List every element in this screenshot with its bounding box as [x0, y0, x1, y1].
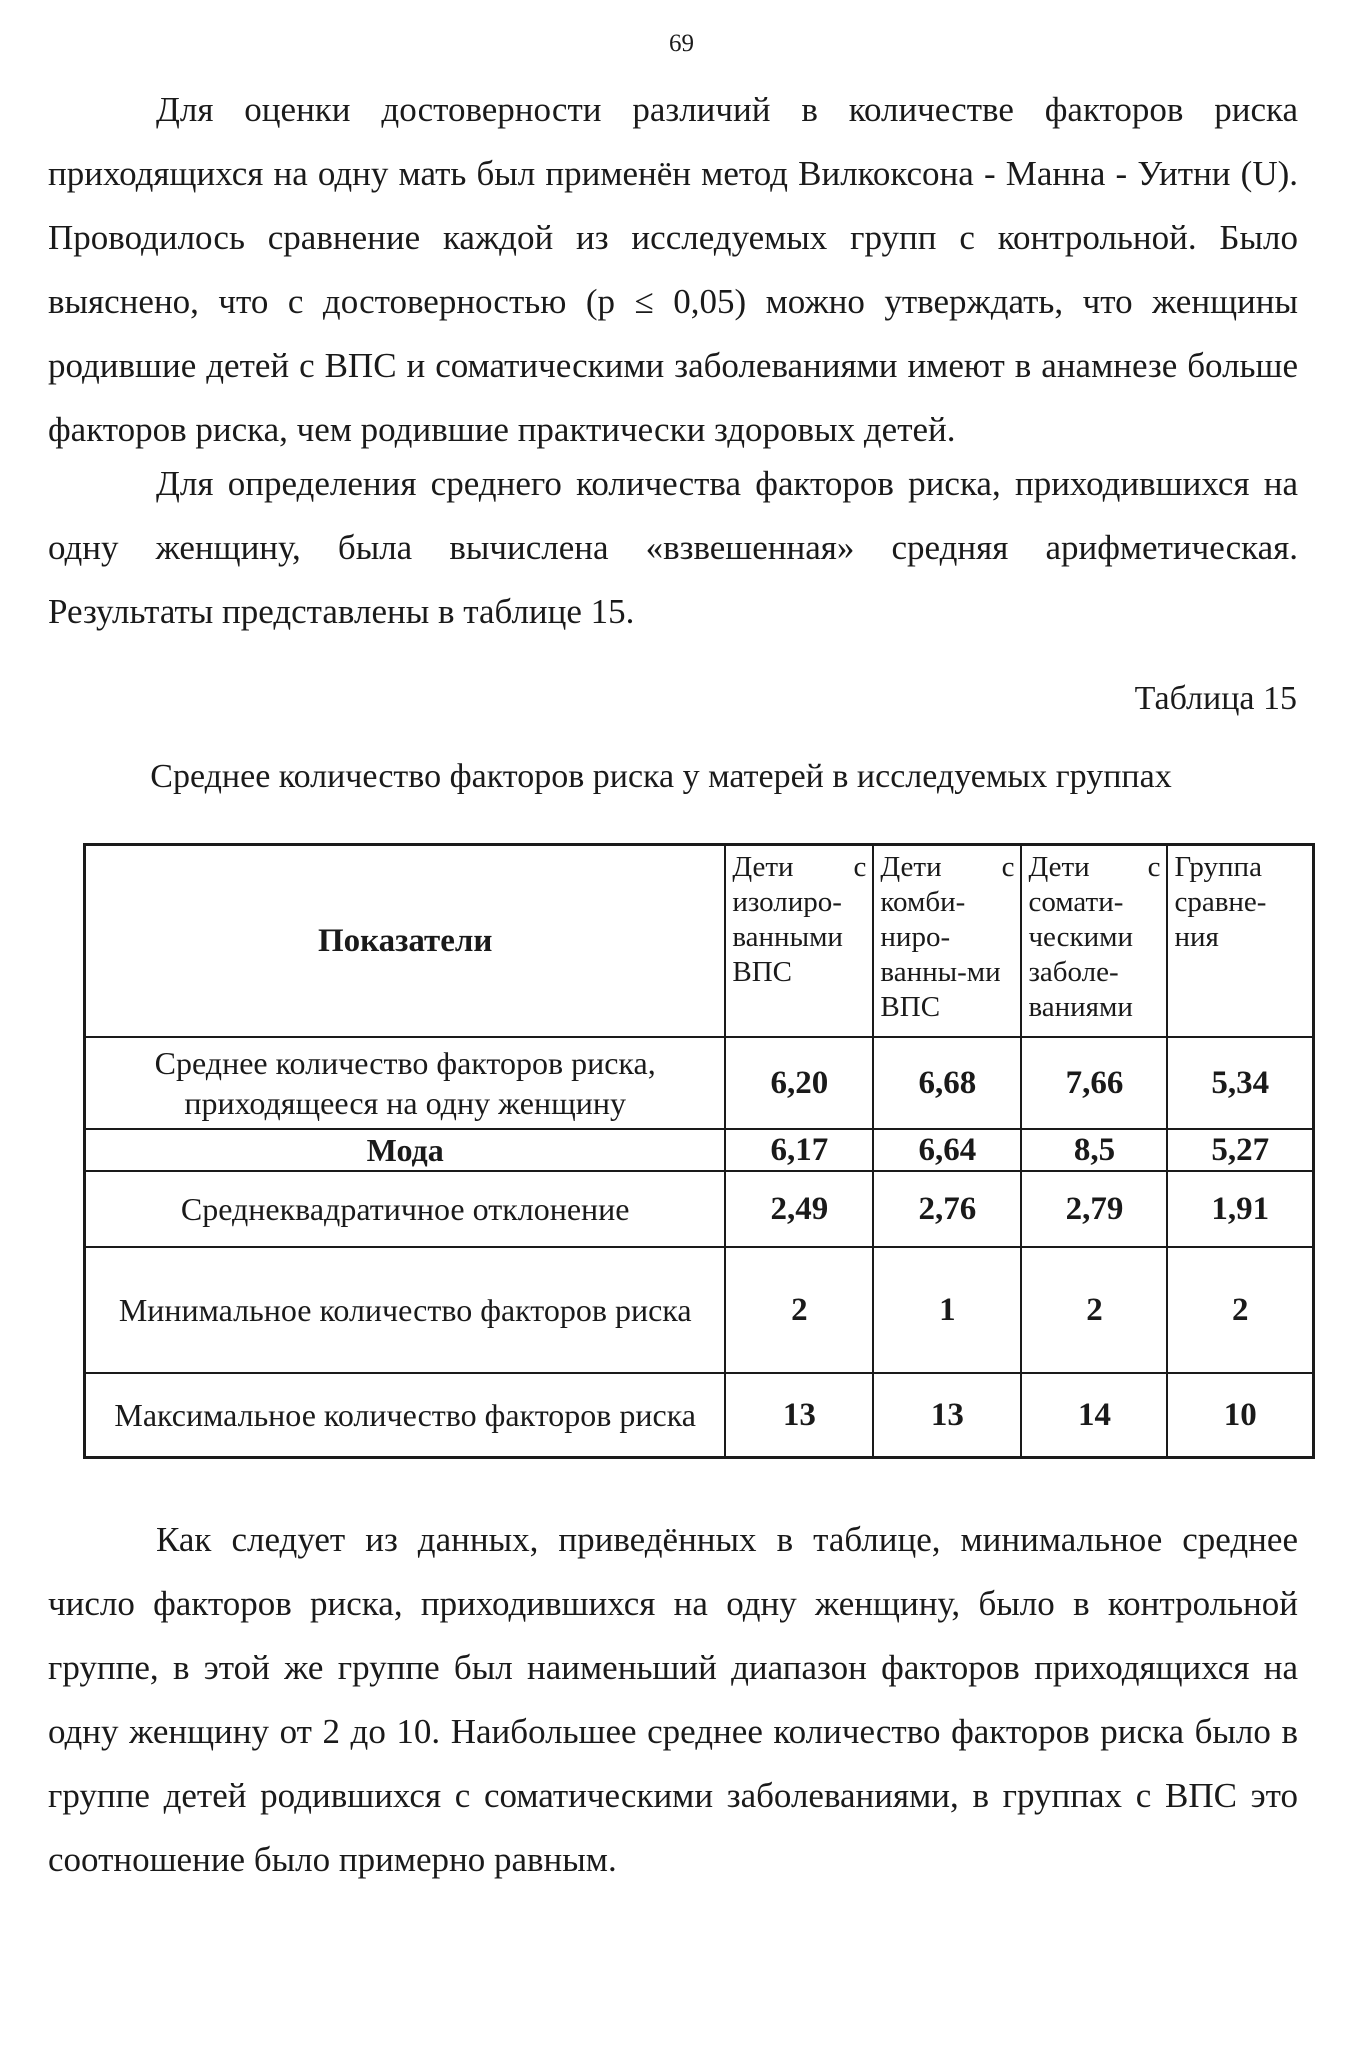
- table-number: Таблица 15: [1134, 680, 1297, 717]
- row-label: Среднеквадратичное отклонение: [85, 1171, 726, 1247]
- cell-value: 7,66: [1021, 1037, 1167, 1129]
- cell-value: 2: [725, 1247, 873, 1373]
- cell-value: 2,76: [873, 1171, 1021, 1247]
- table-row: [85, 1129, 1314, 1171]
- table-header-row: [85, 845, 1314, 1038]
- cell-value: 13: [725, 1373, 873, 1458]
- paragraph-conclusion: Как следует из данных, приведённых в таблице, минимальное среднее число факторов риска, приходившихся на одну женщину, было в контрольной группе, в этой же группе был наименьший диапазон факторов приходящихся на одну женщину от 2 до 10. Наибольшее среднее количество факторов риска было в группе детей родившихся с соматическими заболеваниями, в группах с ВПС это соотношение было примерно равным.: [48, 1520, 1298, 1879]
- risk-factors-table: [83, 843, 1315, 1459]
- cell-value: 1: [873, 1247, 1021, 1373]
- header-somatic-text: Дети с сомати-ческими заболе-ваниями: [1028, 851, 1161, 1023]
- cell-value: 5,34: [1167, 1037, 1313, 1129]
- header-somatic: [1021, 845, 1167, 1038]
- header-combined-chd-text: Дети с комби-ниро-ванны-ми ВПС: [880, 851, 1015, 1023]
- cell-value: 13: [873, 1373, 1021, 1458]
- header-indicators: Показатели: [85, 845, 726, 1038]
- cell-value: 14: [1021, 1373, 1167, 1458]
- table-row: [85, 1247, 1314, 1373]
- cell-value: 6,68: [873, 1037, 1021, 1129]
- cell-value: 2: [1167, 1247, 1313, 1373]
- cell-value: 8,5: [1021, 1129, 1167, 1171]
- row-label: Максимальное количество факторов риска: [85, 1373, 726, 1458]
- page-number: 69: [669, 30, 694, 57]
- cell-value: 6,64: [873, 1129, 1021, 1171]
- table-caption: Среднее количество факторов риска у матерей в исследуемых группах: [150, 758, 1172, 795]
- paragraph-mean-calculation: Для определения среднего количества факторов риска, приходившихся на одну женщину, была вычислена «взвешенная» средняя арифметическая. Результаты представлены в таблице 15.: [48, 464, 1298, 631]
- cell-value: 6,20: [725, 1037, 873, 1129]
- cell-value: 2,49: [725, 1171, 873, 1247]
- row-label: Среднее количество факторов риска, приходящееся на одну женщину: [85, 1037, 726, 1129]
- table-row: [85, 1037, 1314, 1129]
- cell-value: 5,27: [1167, 1129, 1313, 1171]
- header-combined-chd: [873, 845, 1021, 1038]
- cell-value: 1,91: [1167, 1171, 1313, 1247]
- row-label: Минимальное количество факторов риска: [85, 1247, 726, 1373]
- header-comparison-group: [1167, 845, 1313, 1038]
- cell-value: 10: [1167, 1373, 1313, 1458]
- cell-value: 2,79: [1021, 1171, 1167, 1247]
- row-label: Мода: [85, 1129, 726, 1171]
- table-row: [85, 1171, 1314, 1247]
- header-comparison-group-text: Группа сравне-ния: [1174, 851, 1267, 953]
- paragraph-method: Для оценки достоверности различий в количестве факторов риска приходящихся на одну мать был применён метод Вилкоксона - Манна - Уитни (U). Проводилось сравнение каждой из исследуемых групп с контрольной. Было выяснено, что с достоверностью (р ≤ 0,05) можно утверждать, что женщины родившие детей с ВПС и соматическими заболеваниями имеют в анамнезе больше факторов риска, чем родившие практически здоровых детей.: [48, 90, 1298, 449]
- cell-value: 6,17: [725, 1129, 873, 1171]
- cell-value: 2: [1021, 1247, 1167, 1373]
- table-row: [85, 1373, 1314, 1458]
- header-isolated-chd: [725, 845, 873, 1038]
- header-isolated-chd-text: Дети с изолиро-ванными ВПС: [732, 851, 867, 988]
